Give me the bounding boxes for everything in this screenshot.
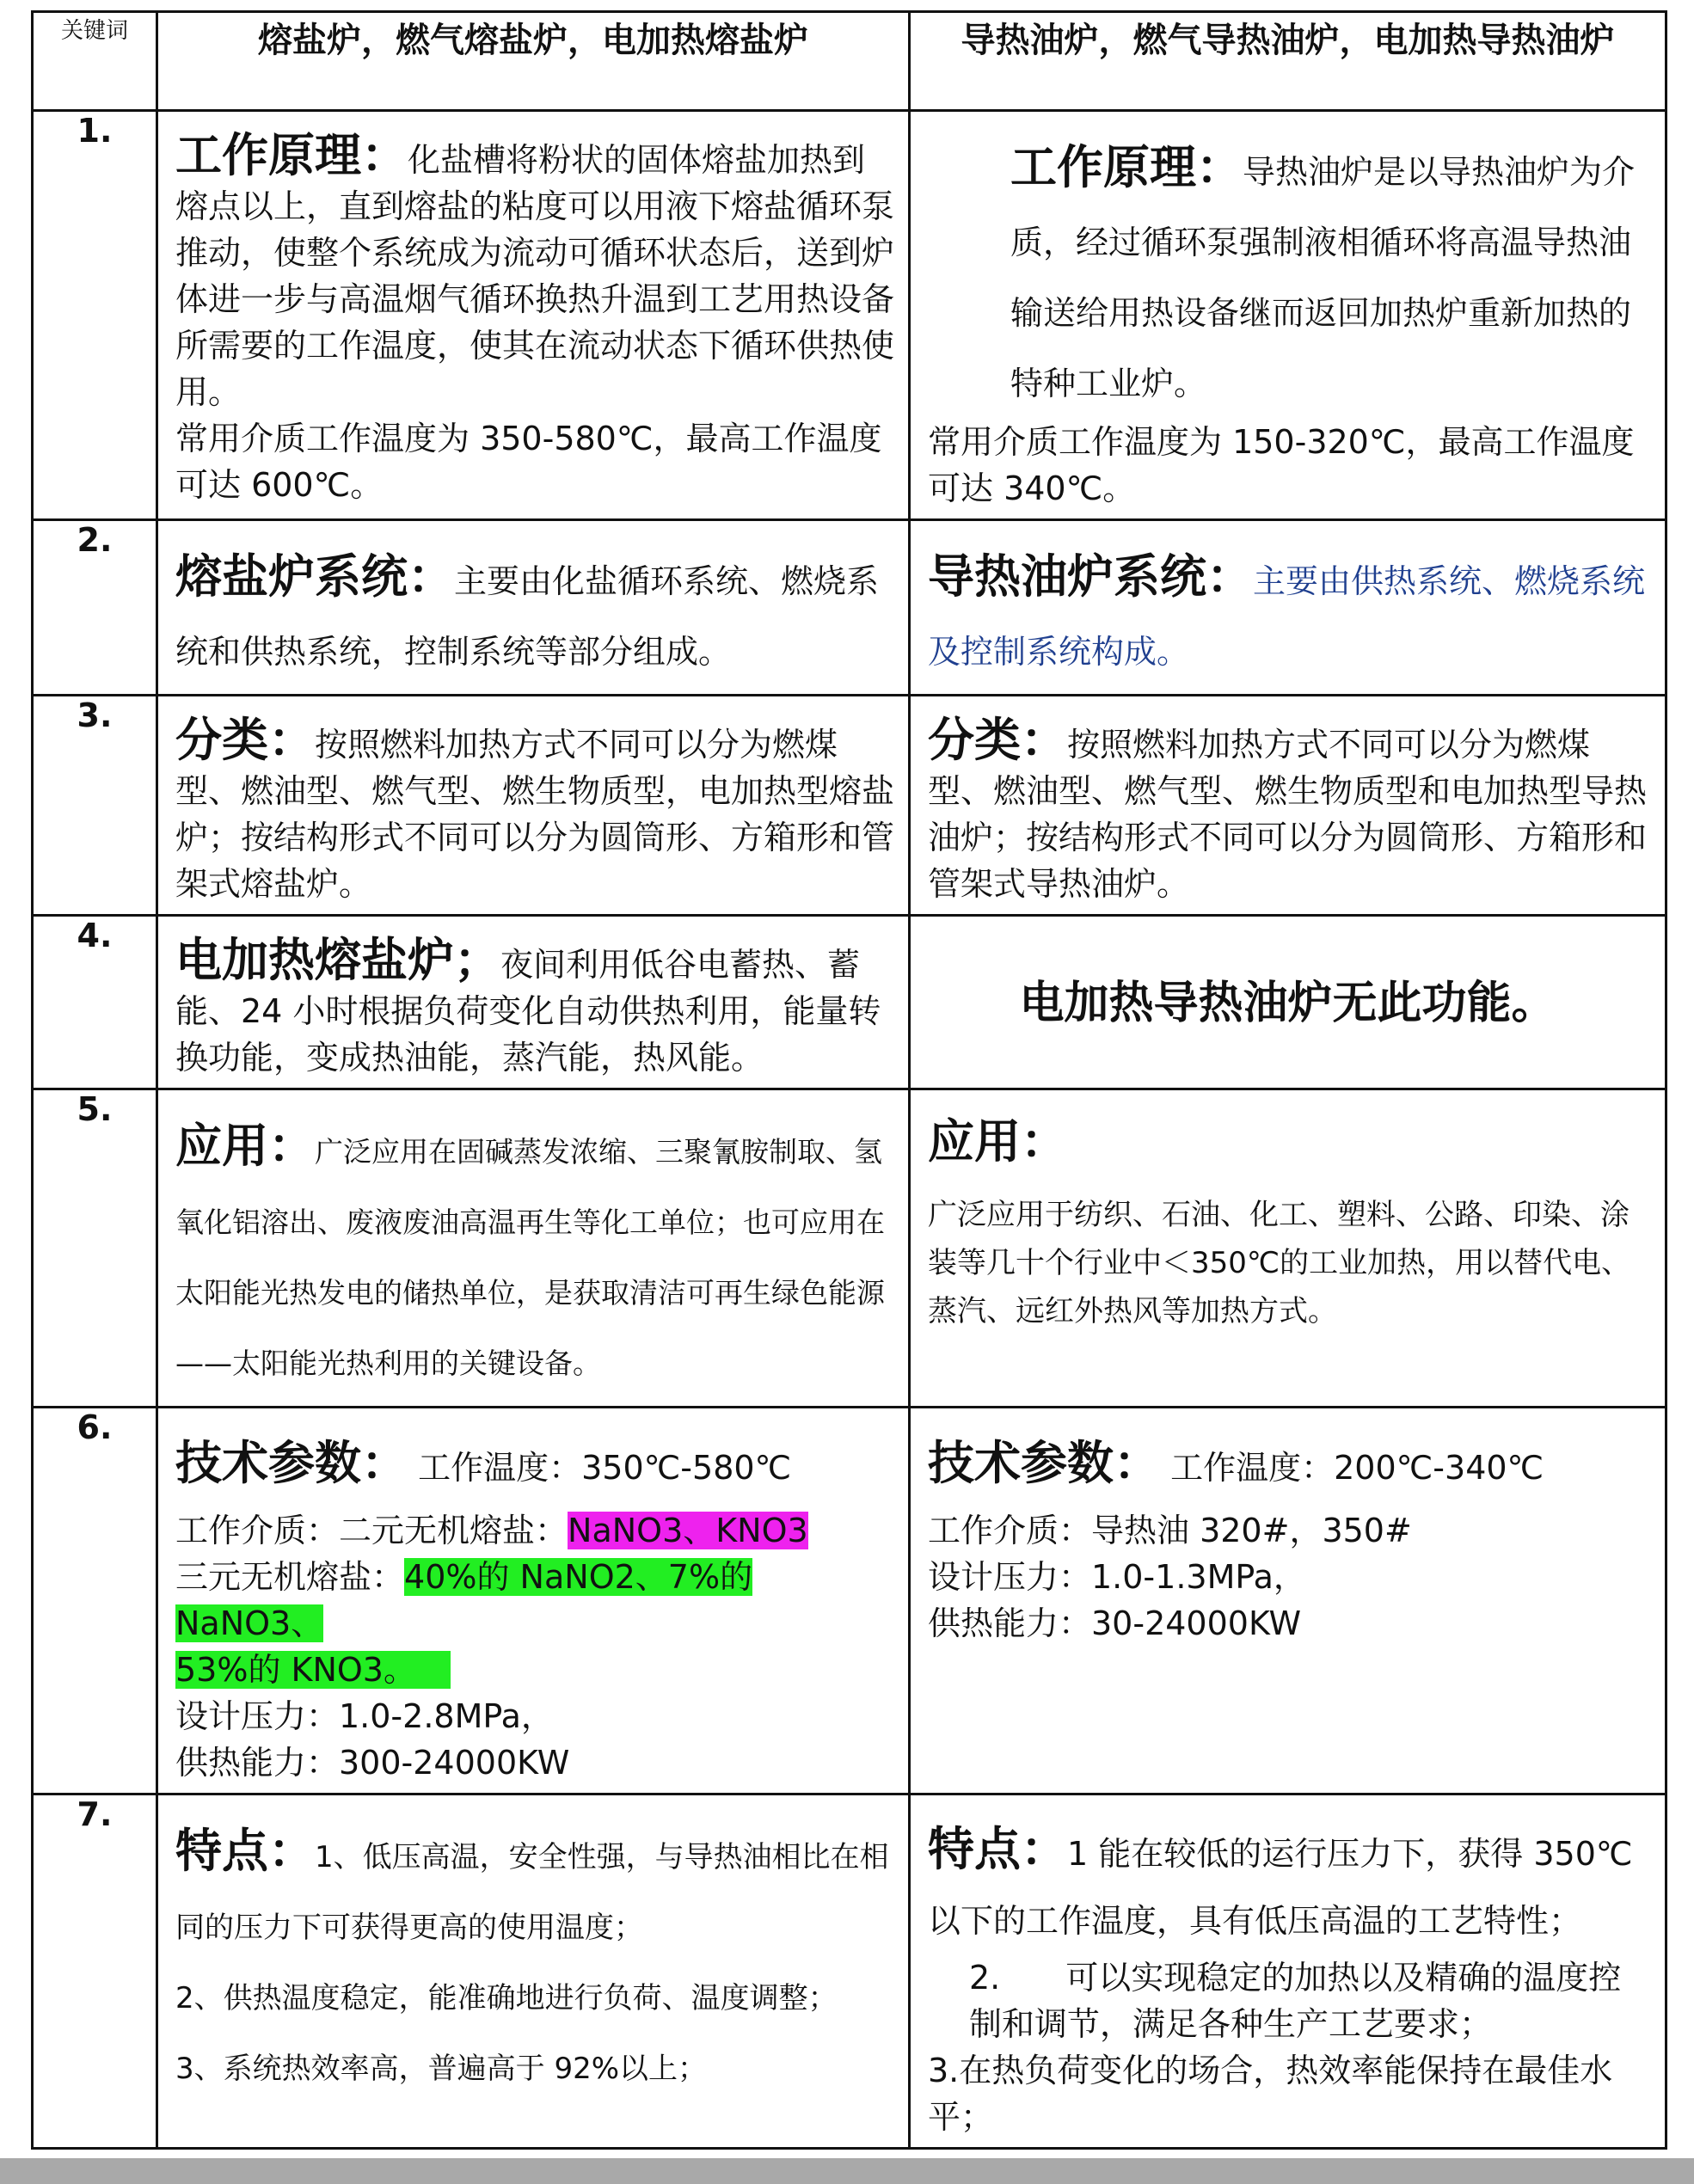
working-medium: 工作介质：导热油 320#，350# [928,1512,1412,1549]
working-temperature: 工作温度：350℃-580℃ [418,1449,792,1487]
cell-text: 常用介质工作温度为 150-320℃，最高工作温度可达 340℃。 [928,423,1635,507]
thermal-oil-cell [910,1794,1666,2149]
molten-salt-cell [157,520,910,696]
heating-capacity: 供热能力：30-24000KW [928,1604,1302,1642]
cell-text: 夜间利用低谷电蓄热、蓄能、24 小时根据负荷变化自动供热利用，能量转换功能，变成热油能，蒸汽能，热风能。 [175,946,881,1077]
row-number: 5. [33,1089,157,1408]
table-row [33,916,1666,1089]
cell-text: 导热油炉是以导热油炉为介质，经过循环泵强制液相循环将高温导热油输送给用热设备继而返回加热炉重新加热的特种工业炉。 [1010,153,1636,402]
feature-item: 3.在热负荷变化的场合，热效率能保持在最佳水平； [928,2052,1613,2136]
table-header-row [33,12,1666,111]
thermal-oil-cell [910,916,1666,1089]
table-row [33,1794,1666,2149]
row-number: 6. [33,1408,157,1794]
ternary-salt-highlight: 53%的 KNO3。 [175,1651,451,1689]
section-title: 特点： [928,1822,1067,1876]
cell-text: 主要由供热系统、燃烧系统及控制系统构成。 [928,562,1646,671]
binary-salt-highlight: NaNO3、KNO3 [568,1512,808,1549]
table-row [33,111,1666,520]
feature-item: 2、供热温度稳定，能准确地进行负荷、温度调整； [175,1981,838,2015]
table-row [33,520,1666,696]
molten-salt-cell [157,1408,910,1794]
cell-text: 常用介质工作温度为 350-580℃，最高工作温度可达 600℃。 [175,420,882,504]
no-function-note: 电加热导热油炉无此功能。 [1019,978,1556,1029]
table-row [33,1408,1666,1794]
table-row [33,696,1666,916]
section-title: 特点： [175,1824,315,1878]
ternary-label: 三元无机熔盐： [175,1558,405,1596]
row-number: 3. [33,696,157,916]
section-title: 分类： [175,713,315,767]
feature-item: 1 能在较低的运行压力下，获得 350℃以下的工作温度，具有低压高温的工艺特性； [928,1835,1633,1940]
molten-salt-cell [157,916,910,1089]
feature-item: 3、系统热效率高，普遍高于 92%以上； [175,2052,708,2086]
cell-text: 广泛应用于纺织、石油、化工、塑料、公路、印染、涂装等几十个行业中＜350℃的工业加热，用以替代电、蒸汽、远红外热风等加热方式。 [928,1198,1631,1328]
feature-item: 2. 可以实现稳定的加热以及精确的温度控制和调节，满足各种生产工艺要求； [969,1959,1622,2043]
heating-capacity: 供热能力：300-24000KW [175,1744,570,1782]
section-title: 工作原理： [1010,140,1243,194]
section-title: 电加热熔盐炉； [175,933,500,987]
section-title: 应用： [928,1114,1067,1169]
section-title: 工作原理： [175,128,408,182]
molten-salt-cell [157,696,910,916]
design-pressure: 设计压力：1.0-1.3MPa， [928,1558,1306,1596]
medium-label: 工作介质：二元无机熔盐： [175,1512,568,1549]
molten-salt-cell [157,111,910,520]
thermal-oil-cell [910,696,1666,916]
comparison-table [31,10,1667,2150]
cell-text: 化盐槽将粉状的固体熔盐加热到熔点以上，直到熔盐的粘度可以用液下熔盐循环泵推动，使整个系统成为流动可循环状态后，送到炉体进一步与高温烟气循环换热升温到工艺用热设备所需要的工作温度，使其在流动状态下循环供热使用。 [175,141,895,411]
cell-text: 按照燃料加热方式不同可以分为燃煤型、燃油型、燃气型、燃生物质型，电加热型熔盐炉；按结构形式不同可以分为圆筒形、方箱形和管架式熔盐炉。 [175,726,895,903]
feature-item: 1、低压高温，安全性强，与导热油相比在相同的压力下可获得更高的使用温度； [175,1840,889,1945]
row-number: 4. [33,916,157,1089]
thermal-oil-cell [910,1408,1666,1794]
molten-salt-cell [157,1794,910,2149]
ternary-salt-highlight: 40%的 NaNO2、7%的 NaNO3、 [175,1558,753,1642]
row-number: 7. [33,1794,157,2149]
cell-text: 广泛应用在固碱蒸发浓缩、三聚氰胺制取、氢氧化铝溶出、废液废油高温再生等化工单位；也可应用在太阳能光热发电的储热单位，是获取清洁可再生绿色能源——太阳能光热利用的关键设备。 [175,1135,885,1380]
section-title: 导热油炉系统： [928,549,1253,604]
cell-text: 主要由化盐循环系统、燃烧系统和供热系统，控制系统等部分组成。 [175,562,880,671]
row-number: 1. [33,111,157,520]
design-pressure: 设计压力：1.0-2.8MPa， [175,1697,554,1735]
molten-salt-header: 熔盐炉，燃气熔盐炉，电加热熔盐炉 [157,12,910,111]
cell-text: 按照燃料加热方式不同可以分为燃煤型、燃油型、燃气型、燃生物质型和电加热型导热油炉；按结构形式不同可以分为圆筒形、方箱形和管架式导热油炉。 [928,726,1648,903]
thermal-oil-cell [910,520,1666,696]
keyword-header: 关键词 [33,12,157,111]
thermal-oil-cell [910,111,1666,520]
thermal-oil-header: 导热油炉，燃气导热油炉，电加热导热油炉 [910,12,1666,111]
section-title: 技术参数： [175,1436,408,1490]
page-bottom-bar [0,2158,1694,2184]
section-title: 应用： [175,1119,315,1173]
section-title: 熔盐炉系统： [175,549,454,604]
table-row [33,1089,1666,1408]
section-title: 分类： [928,713,1067,767]
thermal-oil-cell [910,1089,1666,1408]
molten-salt-cell [157,1089,910,1408]
section-title: 技术参数： [928,1436,1160,1490]
row-number: 2. [33,520,157,696]
working-temperature: 工作温度：200℃-340℃ [1170,1449,1544,1487]
